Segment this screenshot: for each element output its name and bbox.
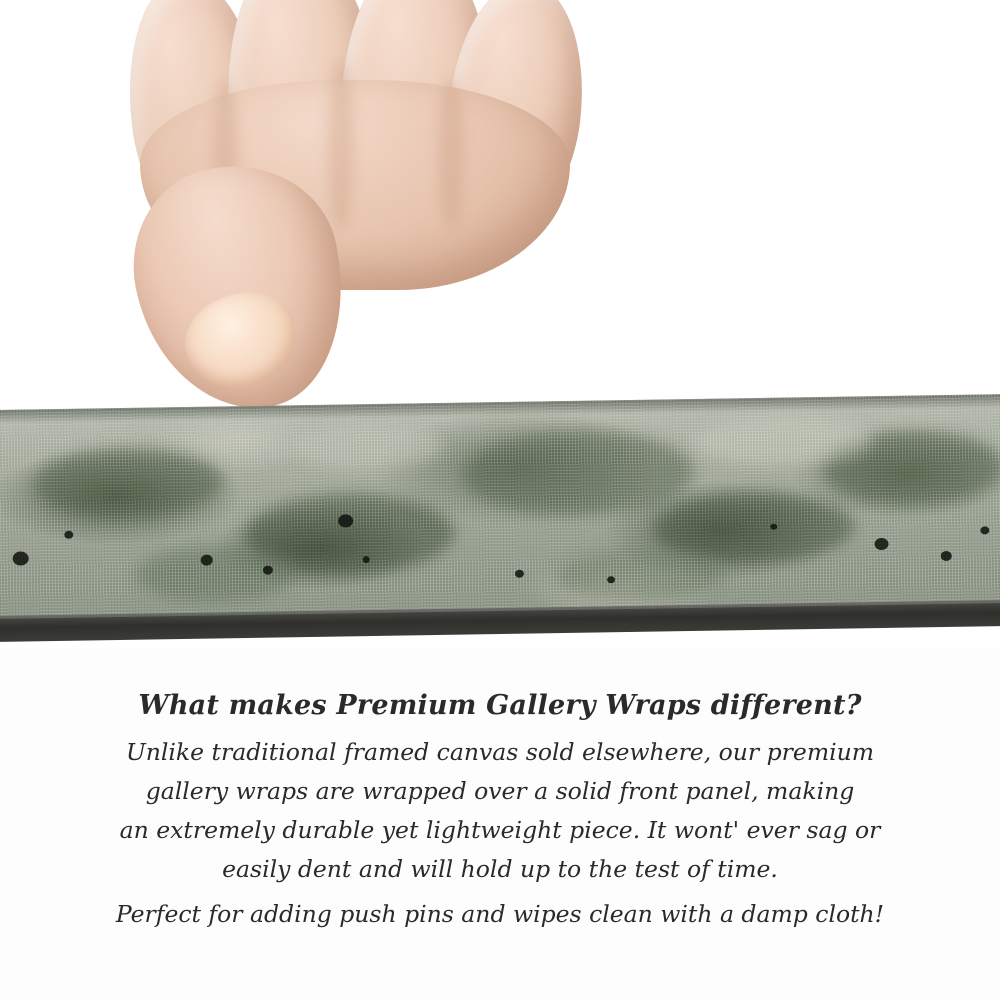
thumbnail [173,279,308,401]
canvas-wrap-edge [0,394,1000,630]
caption-line: easily dent and will hold up to the test of time. [222,855,778,883]
caption-closing-line: Perfect for adding push pins and wipes clean with a damp cloth! [115,900,885,928]
caption-block [0,690,1000,934]
caption-title: What makes Premium Gallery Wraps different? [138,690,862,721]
caption-line: gallery wraps are wrapped over a solid front panel, making [145,777,855,805]
caption-line: an extremely durable yet lightweight piece. It wont' ever sag or [119,816,881,844]
caption-line: Unlike traditional framed canvas sold elsewhere, our premium [125,738,875,766]
finger-crease-2 [328,60,354,230]
finger-crease-3 [438,78,464,228]
hand-illustration [120,0,590,430]
canvas-weave-texture [0,394,1000,630]
